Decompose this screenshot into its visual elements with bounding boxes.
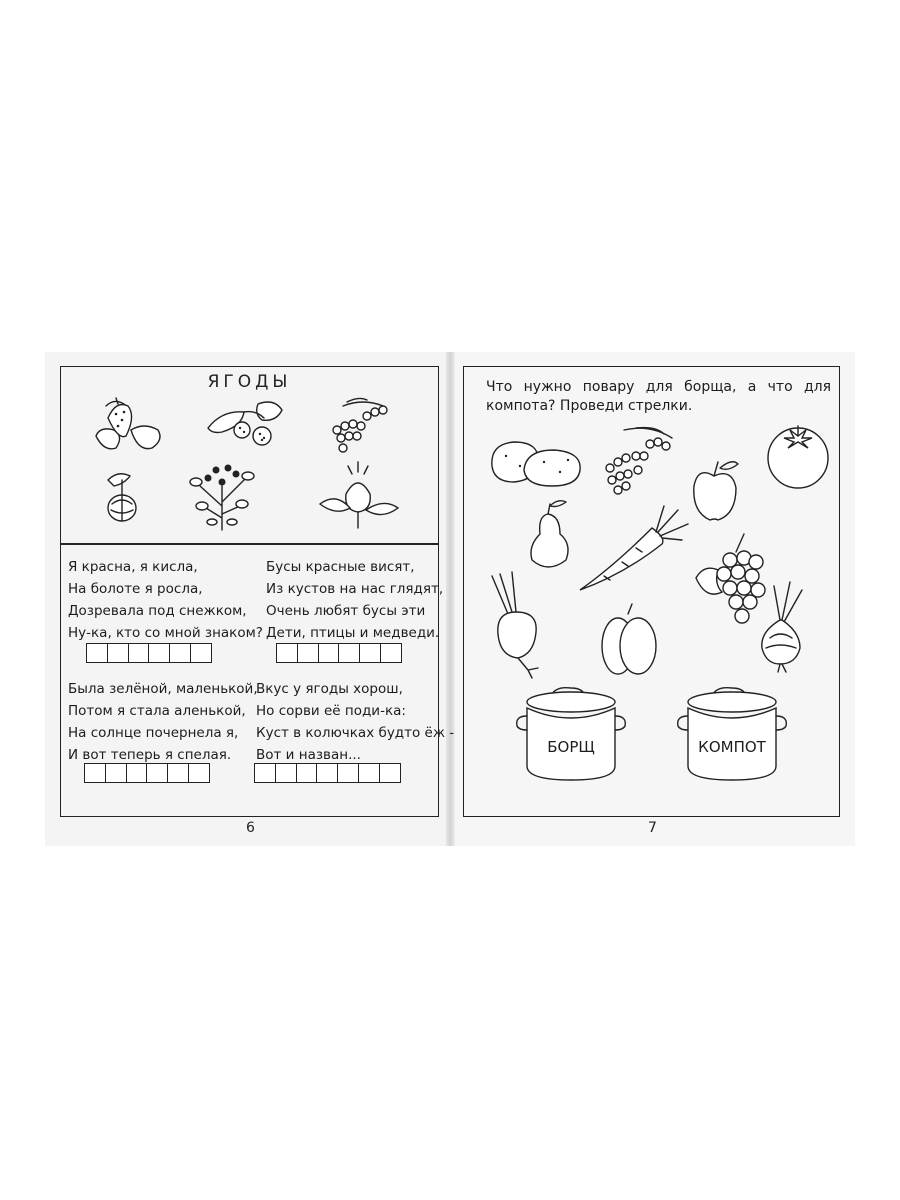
riddle-line: Но сорви её поди-ка: xyxy=(256,703,406,719)
riddle-1 xyxy=(68,556,263,644)
answer-boxes-3[interactable] xyxy=(84,763,209,783)
riddle-line: Вот и назван... xyxy=(256,747,361,763)
gooseberry-icon xyxy=(100,466,144,528)
rosehip-icon xyxy=(316,458,402,530)
riddle-line: На солнце почернела я, xyxy=(68,725,239,741)
riddle-line: Бусы красные висят, xyxy=(266,559,415,575)
page-number-right: 7 xyxy=(648,820,657,836)
riddle-line: Куст в колючках будто ёж - xyxy=(256,725,455,741)
riddle-line: Вкус у ягоды хорош, xyxy=(256,681,403,697)
answer-boxes-2[interactable] xyxy=(276,643,401,663)
pot-icon[interactable] xyxy=(513,686,629,786)
book-gutter xyxy=(446,352,455,846)
instruction-text: Что нужно повару для борща, а что для компота? Проведи стрелки. xyxy=(486,379,831,414)
page-title: ЯГОДЫ xyxy=(207,372,292,392)
apple-icon[interactable] xyxy=(688,456,742,526)
potato-icon[interactable] xyxy=(486,436,586,492)
riddle-line: Дозревала под снежком, xyxy=(68,603,247,619)
riddle-2 xyxy=(266,556,443,644)
riddle-line: Я красна, я кисла, xyxy=(68,559,198,575)
pear-icon[interactable] xyxy=(524,498,576,572)
strawberry-icon xyxy=(86,396,171,458)
lingonberry-icon xyxy=(178,456,268,532)
onion-icon[interactable] xyxy=(752,580,812,674)
rowan-berry-icon xyxy=(323,396,395,460)
carrot-icon[interactable] xyxy=(574,500,694,596)
tomato-icon[interactable] xyxy=(764,420,834,490)
riddle-line: Ну-ка, кто со мной знаком? xyxy=(68,625,263,641)
pot-icon[interactable] xyxy=(674,686,790,786)
answer-boxes-1[interactable] xyxy=(86,643,211,663)
beet-icon[interactable] xyxy=(484,570,560,680)
plum-icon[interactable] xyxy=(598,602,662,678)
riddle-line: Из кустов на нас глядят, xyxy=(266,581,444,597)
left-page-divider xyxy=(60,543,439,545)
riddle-3 xyxy=(68,678,258,766)
answer-boxes-4[interactable] xyxy=(254,763,400,783)
riddle-4 xyxy=(256,678,454,766)
page-number-left: 6 xyxy=(246,820,255,836)
riddle-line: Очень любят бусы эти xyxy=(266,603,426,619)
pot-label-compote: КОМПОТ xyxy=(698,738,766,756)
riddle-line: Дети, птицы и медведи. xyxy=(266,625,440,641)
pot-label-borscht: БОРЩ xyxy=(547,738,595,756)
riddle-line: Была зелёной, маленькой, xyxy=(68,681,258,697)
riddle-line: На болоте я росла, xyxy=(68,581,203,597)
riddle-line: Потом я стала аленькой, xyxy=(68,703,246,719)
riddle-line: И вот теперь я спелая. xyxy=(68,747,232,763)
raspberry-icon xyxy=(202,396,288,456)
rowan-icon[interactable] xyxy=(596,422,680,502)
